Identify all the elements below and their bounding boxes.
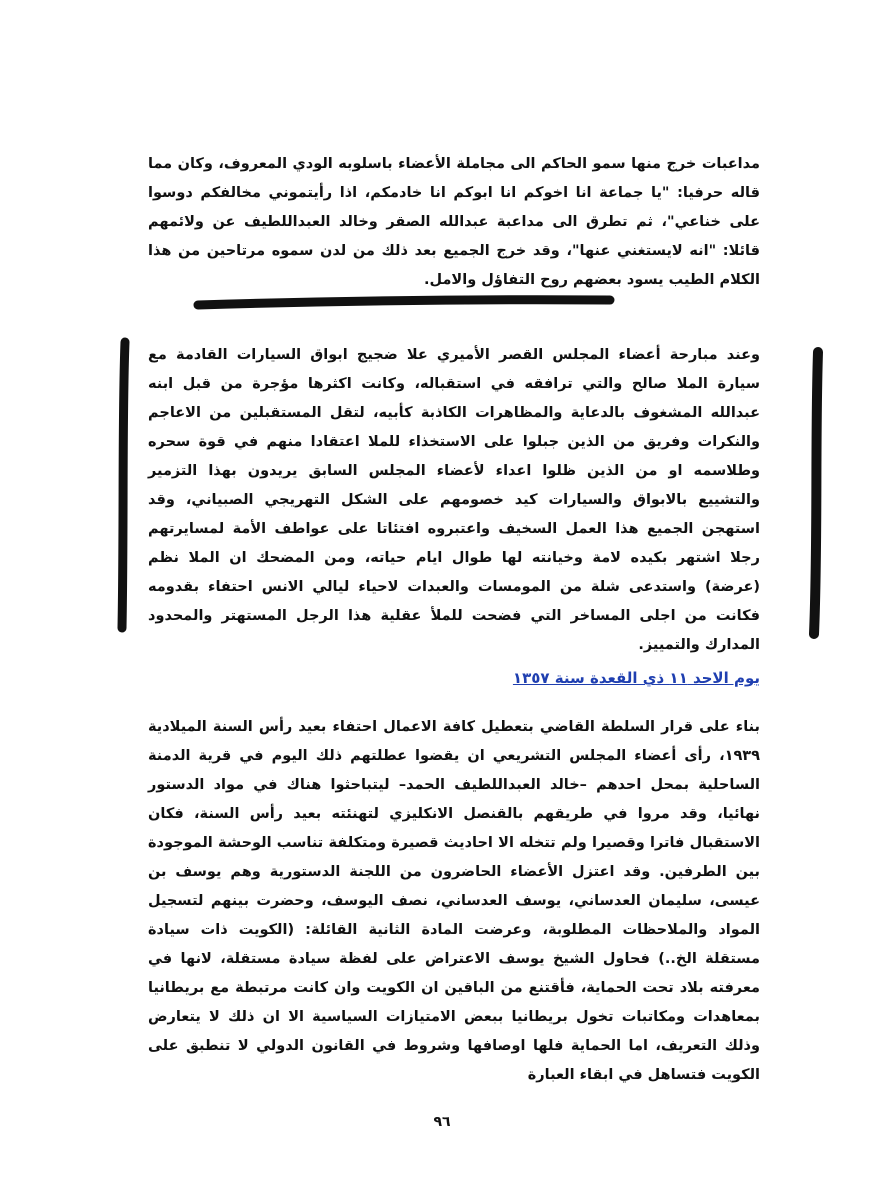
right-bracket-stroke	[814, 352, 818, 634]
page-number: ٩٦	[433, 1114, 451, 1130]
paragraph-3: بناء على قرار السلطة القاضي بتعطيل كافة الاعمال احتفاء بعيد رأس السنة الميلادية ١٩٣٩، رأى أعضاء المجلس التشريعي ان يقضوا عطلتهم ذلك اليوم في قرية الدمنة الساحلية بمحل احدهم –خالد العبداللطيف الحمد– ليتباحثوا هناك في مواد الدستور نهائيا، وقد مروا في طريقهم بالقنصل الانكليزي لتهنئته بعيد رأس السنة، فكان الاستقبال فاترا وقصيرا ولم تتخله الا احاديث قصيرة ومتكلفة تناسب الوحشة الموجودة بين الطرفين. وقد اعتزل الأعضاء الحاضرون من اللجنة الدستورية وهم يوسف بن عيسى، سليمان العدساني، يوسف العدساني، نصف اليوسف، وحضرت بينهم لتسجيل المواد والملاحظات المطلوبة، وعرضت المادة الثانية القائلة: (الكويت ذات سيادة مستقلة الخ..) فحاول الشيخ يوسف الاعتراض على لفظة سيادة مستقلة، لانها في معرفته بلاد تحت الحماية، فأقتنع من الباقين ان الكويت وان كانت مرتبطة مع بريطانيا بمعاهدات ومكاتبات تخول بريطانيا ببعض الامتيازات السياسية الا ان ذلك لا يتعارض وذلك التعريف، اما الحماية فلها اوصافها وشروط في القانون الدولي لا تنطبق على الكويت فتساهل في ابقاء العبارة	[148, 719, 760, 1083]
paragraph-2: وعند مبارحة أعضاء المجلس القصر الأميري علا ضجيج ابواق السيارات القادمة مع سيارة الملا صالح والتي ترافقه في استقباله، وكانت اكثرها مؤجرة من قبل ابنه عبدالله المشغوف بالدعاية والمظاهرات الكاذبة كأبيه، لتقل المستقبلين من الاعاجم والنكرات وفريق من الذين جبلوا على الاستخذاء للملا اعتقادا منهم في قوة سحره وطلاسمه او من الذين ظلوا اعداء لأعضاء المجلس السابق يريدون بهذا التزمير والتشييع بالابواق والسيارات كيد خصومهم على الشكل التهريجي الصبياني، وقد استهجن الجميع هذا العمل السخيف واعتبروه افتئاتا على عواطف الأمة لمسايرتهم رجلا اشتهر بكيده لامة وخيانته لها طوال ايام حياته، ومن المضحك ان الملا نظم (عرضة) واستدعى شلة من المومسات والعبدات لاحياء ليالي الانس احتفاء بقدومه فكانت من اجلى المساخر التي فضحت للملأ عقلية هذا الرجل المستهتر والمحدود المدارك والتمييز.	[148, 347, 760, 653]
left-bracket-stroke	[122, 342, 125, 628]
paragraph-1: مداعبات خرج منها سمو الحاكم الى مجاملة الأعضاء باسلوبه الودي المعروف، وكان مما قاله حرفيا: "يا جماعة انا اخوكم انا ابوكم انا خادمكم، اذا رأيتموني مخالفكم دوسوا على خناعي"، ثم تطرق الى مداعبة عبدالله الصقر وخالد العبداللطيف عن ولائمهم قائلا: "انه لايستغني عنها"، وقد خرج الجميع بعد ذلك من لدن سموه مرتاحين من هذا الكلام الطيب يسود بعضهم روح التفاؤل والامل.	[148, 156, 760, 288]
underline-stroke	[198, 300, 610, 305]
date-heading-link[interactable]: يوم الاحد ١١ ذي القعدة سنة ١٣٥٧	[512, 669, 760, 687]
